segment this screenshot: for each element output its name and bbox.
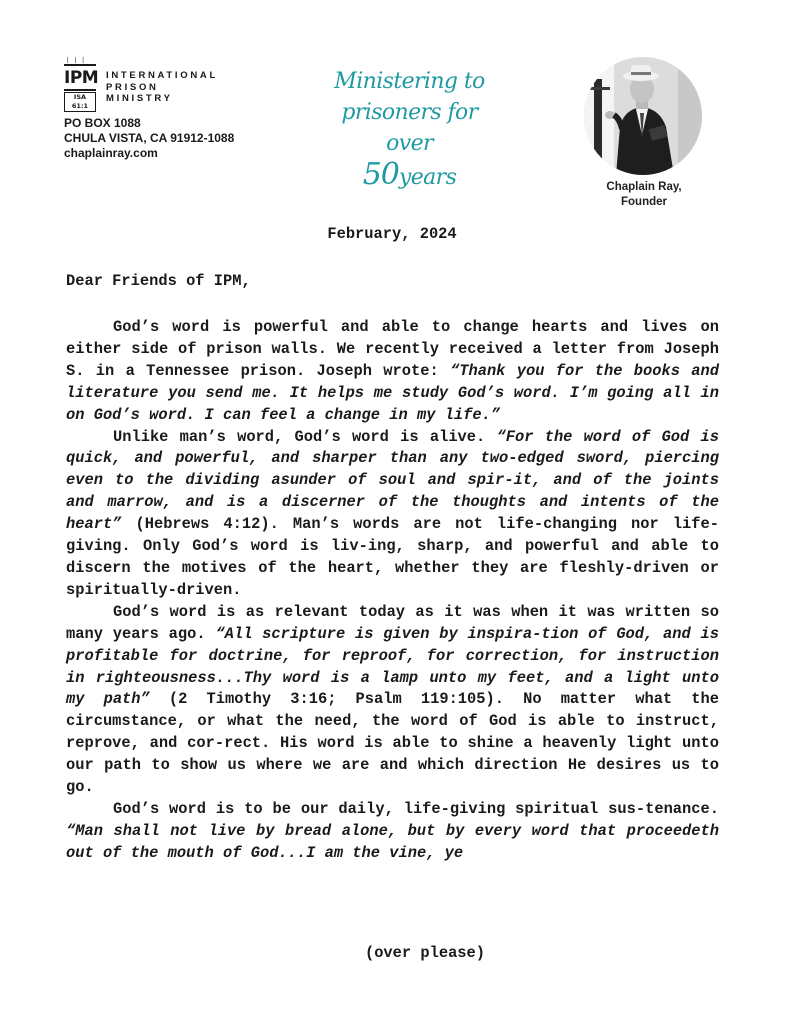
photo-caption-line: Chaplain Ray, (606, 181, 682, 193)
scripture-quote: “All scripture is given by inspira-tion of God, and is profitable for doctrine, for reproof, for correction, for instruction in righteousness...Thy word is a lamp unto my feet, and a light unto my path” (66, 624, 719, 709)
letter-salutation: Dear Friends of IPM, (66, 272, 251, 290)
letter-paragraph (66, 602, 719, 799)
org-address (64, 116, 234, 161)
tagline (322, 66, 497, 193)
scripture-quote: “Thank you for the books and literature you send me. It helps me study God’s word. I’m going all in on God’s word. I can feel a change in my life.” (66, 361, 720, 424)
org-name-line: MINISTRY (106, 93, 173, 104)
photo-caption (588, 180, 700, 210)
letter-paragraph (66, 317, 719, 427)
letter-paragraph (66, 799, 719, 865)
logo-scripture-ref: ISA 61:1 (64, 92, 96, 112)
paragraph-text: (Hebrews 4:12). Man’s words are not life-changing nor life-giving. Only God’s word is liv-ing, sharp, and powerful and able to discern the motives of the heart, whether they are fleshly-driven or spiritually-driven. (66, 515, 719, 599)
tagline-unit: years (398, 165, 457, 190)
letter-body (66, 317, 719, 865)
paragraph-text: (2 Timothy 3:16; Psalm 119:105). No matter what the circumstance, or what the need, the word of God is able to instruct, reprove, and cor-rect. His word is able to shine a heavenly light unto our path to show us where we are and which direction He desires us to go. (66, 690, 719, 797)
address-line: CHULA VISTA, CA 91912-1088 (64, 131, 235, 145)
letter-date: February, 2024 (327, 225, 457, 243)
tagline-years (322, 159, 497, 193)
org-name-line: INTERNATIONAL (106, 70, 218, 81)
logo-mark-text: IPM (64, 68, 99, 88)
paragraph-text: God’s word is powerful and able to change hearts and lives on either side of prison walls. We recently received a letter from Joseph S. in a Tennessee prison. Joseph wrote: (66, 318, 719, 380)
paragraph-text: Unlike man’s word, God’s word is alive. (113, 427, 497, 446)
org-name-line: PRISON (106, 81, 159, 93)
scripture-quote: “Man shall not live by bread alone, but by every word that proceedeth out of the mouth of God...I am the vine, ye (66, 821, 719, 862)
ipm-logo-icon: ||| IPM ISA 61:1 (64, 57, 99, 110)
photo-caption-line: Founder (621, 196, 667, 208)
tagline-line: Ministering to (334, 69, 485, 94)
tagline-line: prisoners for over (341, 100, 478, 156)
website-text: chaplainray.com (64, 146, 158, 160)
scripture-quote: “For the word of God is quick, and powerful, and sharper than any two-edged sword, piercing even to the dividing asunder of soul and spir-it, and of the joints and marrow, and is a discerner of the thoughts and intents of the heart” (66, 427, 719, 534)
paragraph-text: God’s word is to be our daily, life-giving spiritual sus-tenance. (113, 799, 719, 818)
letter-paragraph (66, 427, 719, 602)
founder-photo-illustration (584, 57, 702, 175)
tagline-number: 50 (362, 157, 399, 192)
address-line: PO BOX 1088 (64, 116, 141, 130)
org-name (106, 70, 218, 105)
letterhead-org (64, 57, 264, 160)
paragraph-text: God’s word is as relevant today as it was when it was written so many years ago. (66, 602, 719, 643)
founder-photo (584, 57, 702, 175)
over-please-note: (over please) (364, 944, 486, 962)
